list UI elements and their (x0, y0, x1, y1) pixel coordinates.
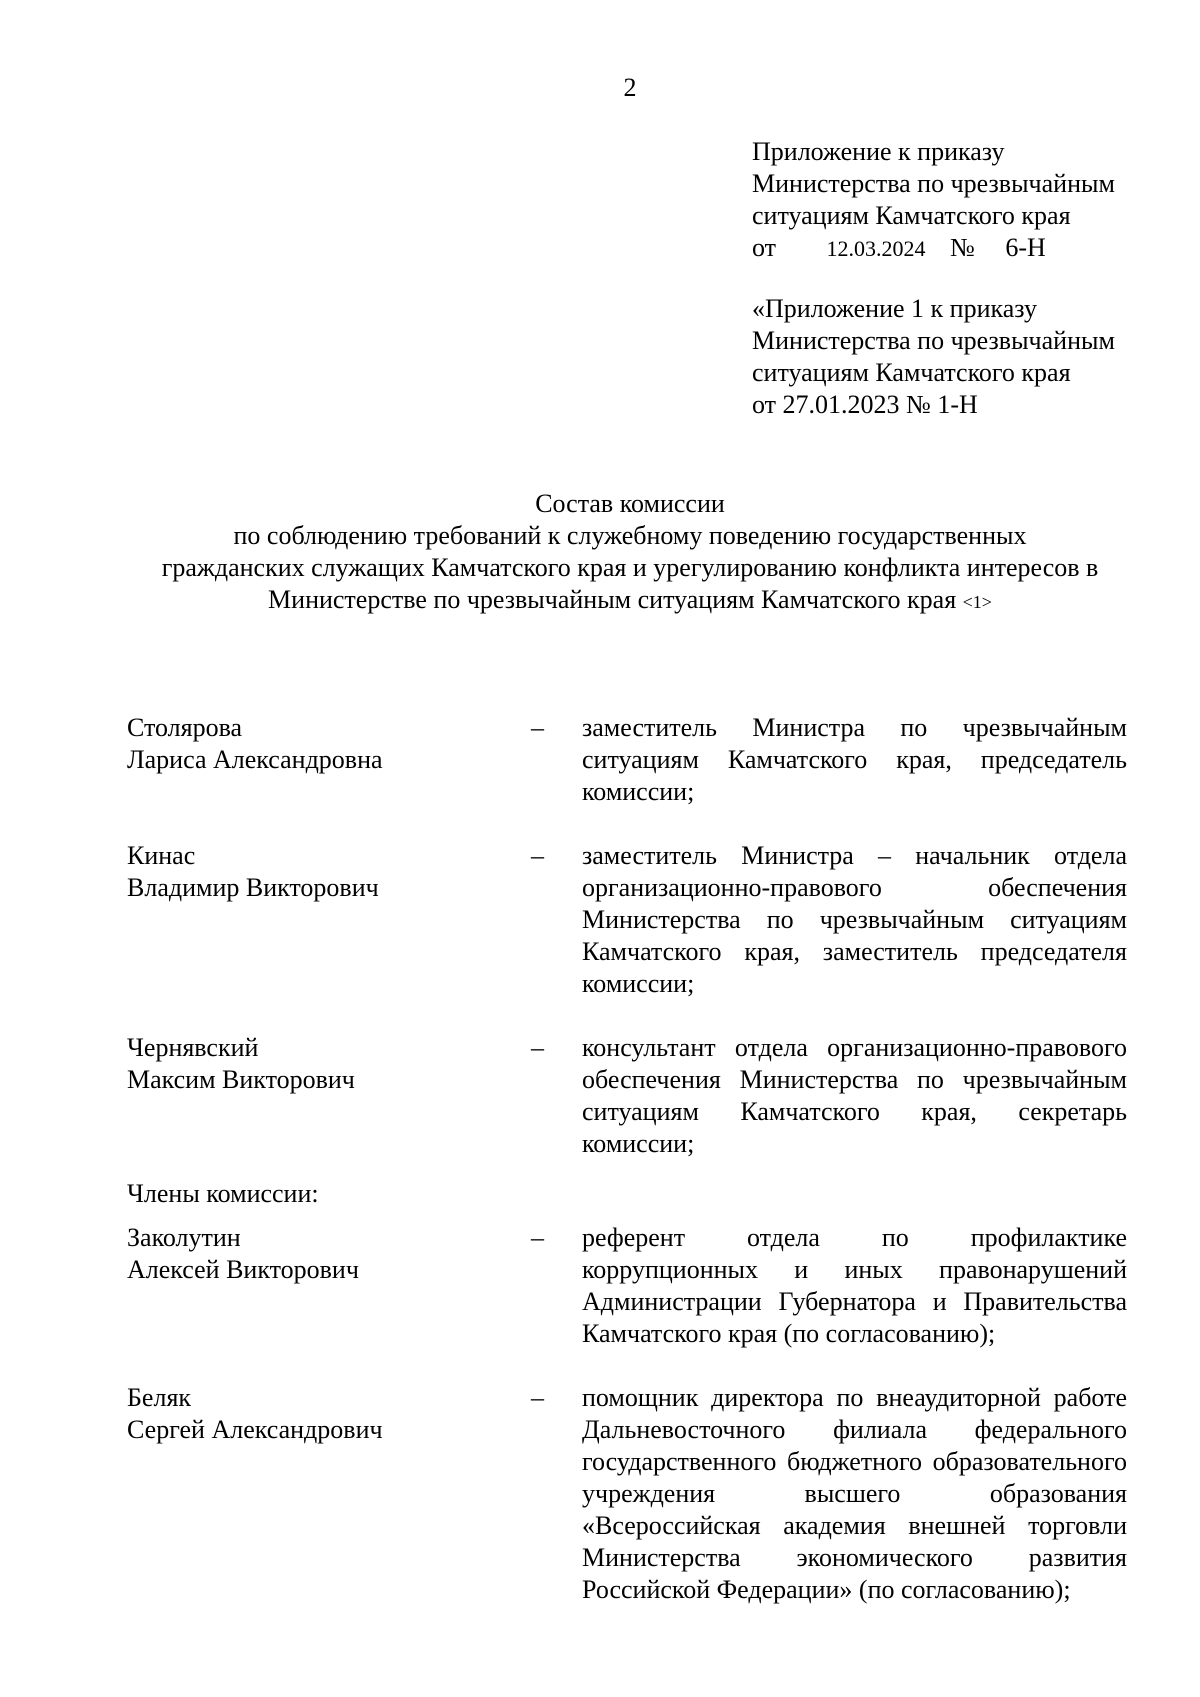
member-given-names: Лариса Александровна (127, 745, 383, 774)
member-row (127, 1222, 1127, 1350)
member-role: заместитель Министра – начальник отдела организационно-правового обеспечения Министерства по чрезвычайным ситуациям Камчатского края, заместитель председателя комиссии; (582, 841, 1127, 998)
order-date-number-line (752, 232, 1172, 265)
member-row-deputy-chair (127, 840, 1127, 1000)
annex-line: ситуациям Камчатского края (752, 201, 1071, 230)
order-date: 12.03.2024 (826, 236, 926, 261)
title-line: гражданских служащих Камчатского края и урегулированию конфликта интересов в (161, 553, 1099, 582)
member-name (127, 1382, 477, 1606)
member-given-names: Максим Викторович (127, 1065, 355, 1094)
dash-separator: – (531, 841, 544, 870)
member-given-names: Владимир Викторович (127, 873, 379, 902)
member-row-chair (127, 712, 1127, 808)
order-number: 6-Н (1005, 233, 1046, 262)
member-name (127, 1032, 477, 1160)
member-surname: Кинас (127, 841, 196, 870)
title-line-last (100, 584, 1160, 618)
member-surname: Столярова (127, 713, 243, 742)
member-surname: Заколутин (127, 1223, 241, 1252)
dash-separator: – (531, 1383, 544, 1412)
annex-line: «Приложение 1 к приказу (752, 294, 1038, 323)
member-surname: Чернявский (127, 1033, 259, 1062)
annex-line: от 27.01.2023 № 1-Н (752, 390, 978, 419)
member-row (127, 1382, 1127, 1606)
document-title (100, 488, 1160, 618)
number-sign: № (950, 233, 975, 262)
member-name (127, 840, 477, 1000)
member-role: консультант отдела организационно-правового обеспечения Министерства по чрезвычайным ситуациям Камчатского края, секретарь комиссии; (582, 1033, 1127, 1158)
title-line: по соблюдению требований к служебному поведению государственных (233, 521, 1027, 550)
dash-separator: – (531, 713, 544, 742)
annex-line: Приложение к приказу (752, 137, 1005, 166)
annex-line: Министерства по чрезвычайным (752, 169, 1115, 198)
from-label: от (752, 233, 777, 262)
dash-separator: – (531, 1033, 544, 1062)
annex-current-order (752, 136, 1172, 265)
member-given-names: Сергей Александрович (127, 1415, 383, 1444)
commission-members-list (127, 712, 1127, 1638)
title-line-text: Министерстве по чрезвычайным ситуациям Камчатского края (268, 585, 957, 614)
member-role: помощник директора по внеаудиторной работе Дальневосточного филиала федерального государственного бюджетного образовательного учреждения высшего образования «Всероссийская академия внешней торговли Министерства экономического развития Российской Федерации» (по согласованию); (582, 1383, 1127, 1604)
member-name (127, 1222, 477, 1350)
member-role: заместитель Министра по чрезвычайным ситуациям Камчатского края, председатель комиссии; (582, 713, 1127, 806)
annex-line: ситуациям Камчатского края (752, 358, 1071, 387)
annex-line: Министерства по чрезвычайным (752, 326, 1115, 355)
dash-separator: – (531, 1223, 544, 1252)
member-row-secretary (127, 1032, 1127, 1160)
member-role: референт отдела по профилактике коррупционных и иных правонарушений Администрации Губернатора и Правительства Камчатского края (по согласованию); (582, 1223, 1127, 1348)
title-line: Состав комиссии (535, 489, 725, 518)
annex-previous-order (752, 293, 1172, 421)
member-name (127, 712, 477, 808)
footnote-reference: <1> (962, 592, 992, 612)
member-surname: Беляк (127, 1383, 192, 1412)
page-number: 2 (623, 73, 637, 102)
member-given-names: Алексей Викторович (127, 1255, 359, 1284)
members-heading: Члены комиссии: (127, 1179, 319, 1208)
